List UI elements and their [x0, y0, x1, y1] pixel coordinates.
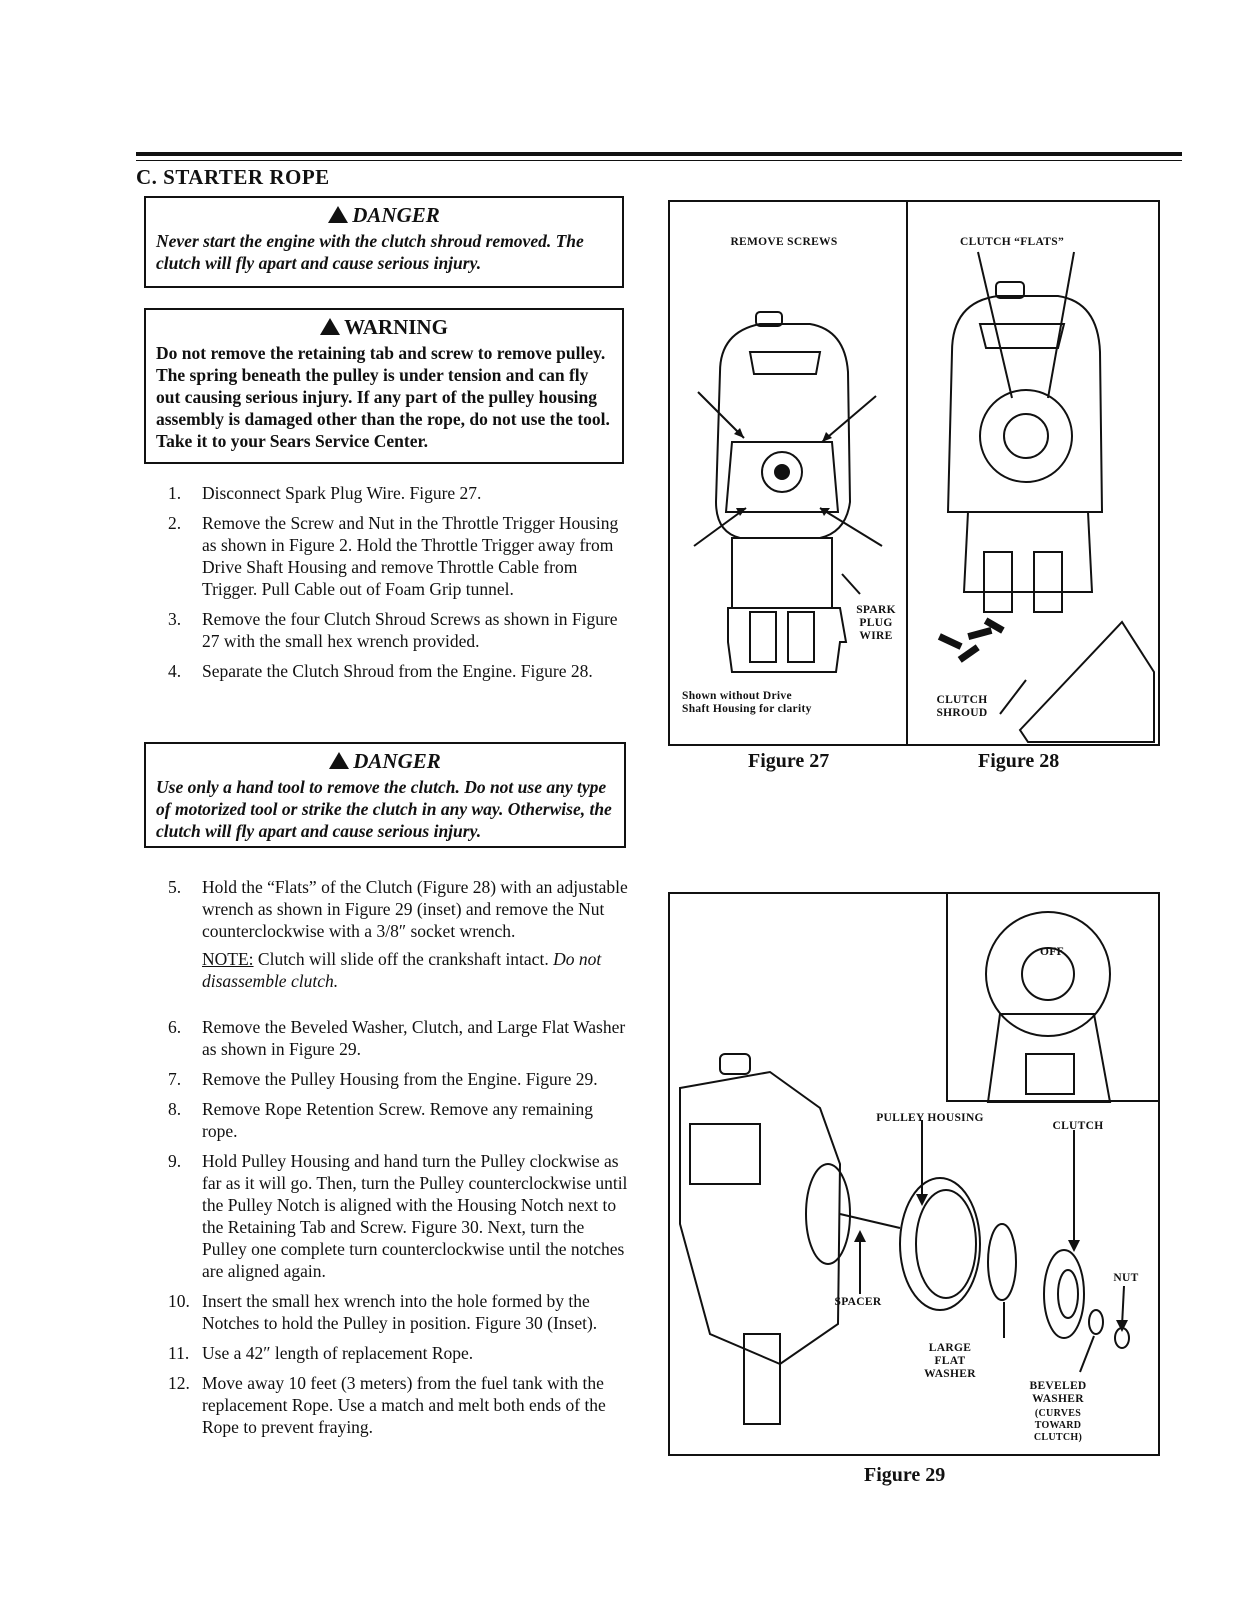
danger-heading-2	[156, 749, 614, 774]
section-title: C. STARTER ROPE	[136, 165, 330, 189]
screw	[938, 633, 963, 649]
list-item	[168, 876, 628, 992]
warning-triangle-icon	[329, 752, 349, 769]
step-text: Insert the small hex wrench into the hole formed by the Notches to hold the Pulley in position. Figure 30 (Inset).	[202, 1291, 598, 1333]
step-number: 8.	[168, 1099, 182, 1119]
list-item	[168, 1150, 628, 1282]
foot-right	[1034, 552, 1062, 612]
list-item	[168, 1372, 628, 1438]
arrow-line	[820, 508, 882, 546]
steps-list-c	[168, 1016, 628, 1446]
list-item	[168, 660, 628, 682]
large-flat-washer-part	[988, 1224, 1016, 1300]
warning-triangle-icon	[328, 206, 348, 223]
danger-notice-2	[144, 742, 626, 848]
list-item	[168, 1342, 628, 1364]
figure-28-flats-label: CLUTCH “FLATS”	[960, 236, 1064, 248]
step-text: Hold the “Flats” of the Clutch (Figure 28) with an adjustable wrench as shown in Figure 29 (inset) and remove the Nut counterclockwise with a 3/8″ socket wrench.	[202, 877, 628, 941]
engine-body	[948, 296, 1102, 512]
pulley-housing-rim	[916, 1190, 976, 1298]
arrowhead	[854, 1230, 866, 1242]
step-body	[202, 876, 628, 992]
list-item	[168, 1068, 628, 1090]
step-number: 5.	[168, 877, 182, 897]
clutch-inner	[1004, 414, 1048, 458]
header-rule-thin	[136, 160, 1182, 161]
figure-29-inset-off-label: OFF	[1040, 946, 1064, 958]
figure-29-large-washer-label: LARGE FLAT WASHER	[924, 1342, 976, 1380]
clutch-inner	[1058, 1270, 1078, 1318]
note-italic: Do not disassemble clutch.	[202, 949, 602, 991]
beveled-washer-part	[1089, 1310, 1103, 1334]
pulley-housing-part	[900, 1178, 980, 1310]
engine-foot	[744, 1334, 780, 1424]
inset-wrench	[988, 1014, 1110, 1102]
step-text: Hold Pulley Housing and hand turn the Pulley clockwise as far as it will go. Then, turn the Pulley counterclockwise until the Pulley Notch is aligned with the Housing Notch next to the Retaining Tab and Screw. Figure 30. Next, turn the Pulley one complete turn counterclockwise until the notches are aligned again.	[202, 1151, 628, 1281]
figure-29-spacer-label: SPACER	[834, 1296, 882, 1308]
step-text: Remove the Pulley Housing from the Engine. Figure 29.	[202, 1069, 598, 1089]
figure-28-shroud-label: CLUTCH SHROUD	[936, 694, 988, 719]
danger-heading-1	[156, 203, 612, 228]
engine-block	[680, 1072, 840, 1364]
danger-text-2: Use only a hand tool to remove the clutch. Do not use any type of motorized tool or strike the clutch in any way. Otherwise, the clutch will fly apart and cause serious injury.	[156, 777, 612, 841]
step-number: 4.	[168, 661, 182, 681]
list-item	[168, 608, 628, 652]
screw	[967, 627, 992, 640]
list-item	[168, 1016, 628, 1060]
figure-29-nut-label: NUT	[1113, 1272, 1139, 1284]
warning-text: Do not remove the retaining tab and screw to remove pulley. The spring beneath the pulley is under tension and can fly out causing serious injury. If any part of the pulley housing assembly is damaged other than the rope, do not use the tool. Take it to your Sears Service Center.	[156, 343, 610, 451]
recoil-handle	[750, 352, 820, 374]
figure-28-illustration	[908, 202, 1158, 744]
figure-29-beveled-label: BEVELED WASHER	[1029, 1380, 1087, 1405]
figure-27-spark-plug-label: SPARK PLUG WIRE	[856, 604, 896, 642]
step-text: Remove the four Clutch Shroud Screws as shown in Figure 27 with the small hex wrench provided.	[202, 609, 618, 651]
step-number: 11.	[168, 1343, 190, 1363]
inset-clutch	[986, 912, 1110, 1036]
arrowhead	[1068, 1240, 1080, 1252]
step-number: 6.	[168, 1017, 182, 1037]
foot-left	[984, 552, 1012, 612]
arrow-line	[694, 508, 746, 546]
steps-list-a	[168, 482, 628, 690]
recoil-handle	[980, 324, 1064, 348]
step-number: 12.	[168, 1373, 190, 1393]
step-text: Remove Rope Retention Screw. Remove any remaining rope.	[202, 1099, 594, 1141]
foot-left	[750, 612, 776, 662]
note-text: Clutch will slide off the crankshaft intact.	[257, 949, 549, 969]
note	[202, 948, 628, 992]
clutch-center	[775, 465, 789, 479]
arrow-line	[1000, 680, 1026, 714]
spark-wire	[842, 574, 860, 594]
foot-right	[788, 612, 814, 662]
step-number: 9.	[168, 1151, 182, 1171]
warning-triangle-icon	[320, 318, 340, 335]
clutch-shroud-part	[1020, 622, 1154, 742]
lower-housing	[732, 538, 832, 608]
step-number: 1.	[168, 483, 182, 503]
screw	[958, 644, 980, 662]
warning-heading	[156, 315, 612, 340]
fuel-cap	[720, 1054, 750, 1074]
figure-29-illustration	[670, 894, 1158, 1454]
figure-29-caption: Figure 29	[864, 1464, 946, 1486]
list-item	[168, 1098, 628, 1142]
inset-socket	[1026, 1054, 1074, 1094]
step-number: 10.	[168, 1291, 190, 1311]
list-item	[168, 1290, 628, 1334]
step-text: Use a 42″ length of replacement Rope.	[202, 1343, 474, 1363]
danger-notice-1	[144, 196, 624, 288]
figure-29-pulley-label: PULLEY HOUSING	[876, 1112, 984, 1124]
list-item	[168, 512, 628, 600]
step-text: Remove the Screw and Nut in the Throttle Trigger Housing as shown in Figure 2. Hold the Throttle Trigger away from Drive Shaft Housing and remove Throttle Cable from Trigger. Pull Cable out of Foam Grip tunnel.	[202, 513, 619, 599]
figure-28-caption: Figure 28	[978, 750, 1060, 772]
figure-27-caption: Figure 27	[748, 750, 830, 772]
warning-title: WARNING	[344, 315, 448, 339]
step-text: Move away 10 feet (3 meters) from the fuel tank with the replacement Rope. Use a match and melt both ends of the Rope to prevent fraying.	[202, 1373, 606, 1437]
danger-title-2: DANGER	[353, 749, 441, 773]
danger-text-1: Never start the engine with the clutch shroud removed. The clutch will fly apart and cause serious injury.	[156, 231, 584, 273]
step-number: 3.	[168, 609, 182, 629]
figure-27-remove-screws-label: REMOVE SCREWS	[730, 236, 838, 248]
step-text: Disconnect Spark Plug Wire. Figure 27.	[202, 483, 482, 503]
steps-list-b	[168, 876, 628, 994]
step-text: Remove the Beveled Washer, Clutch, and Large Flat Washer as shown in Figure 29.	[202, 1017, 626, 1059]
arrow-line	[1080, 1336, 1094, 1372]
step-number: 2.	[168, 513, 182, 533]
note-label: NOTE:	[202, 949, 254, 969]
step-number: 7.	[168, 1069, 182, 1089]
engine-side	[690, 1124, 760, 1184]
clutch-flats	[980, 390, 1072, 482]
figure-27-shown-without-label: Shown without Drive Shaft Housing for clarity	[682, 690, 812, 715]
figure-27-illustration	[670, 202, 906, 744]
header-rule-thick	[136, 152, 1182, 156]
figure-29-curves-label: (CURVES TOWARD CLUTCH)	[1033, 1408, 1083, 1443]
warning-notice	[144, 308, 624, 464]
danger-title-1: DANGER	[352, 203, 440, 227]
step-text: Separate the Clutch Shroud from the Engine. Figure 28.	[202, 661, 593, 681]
figure-29-clutch-label: CLUTCH	[1052, 1120, 1104, 1132]
list-item	[168, 482, 628, 504]
